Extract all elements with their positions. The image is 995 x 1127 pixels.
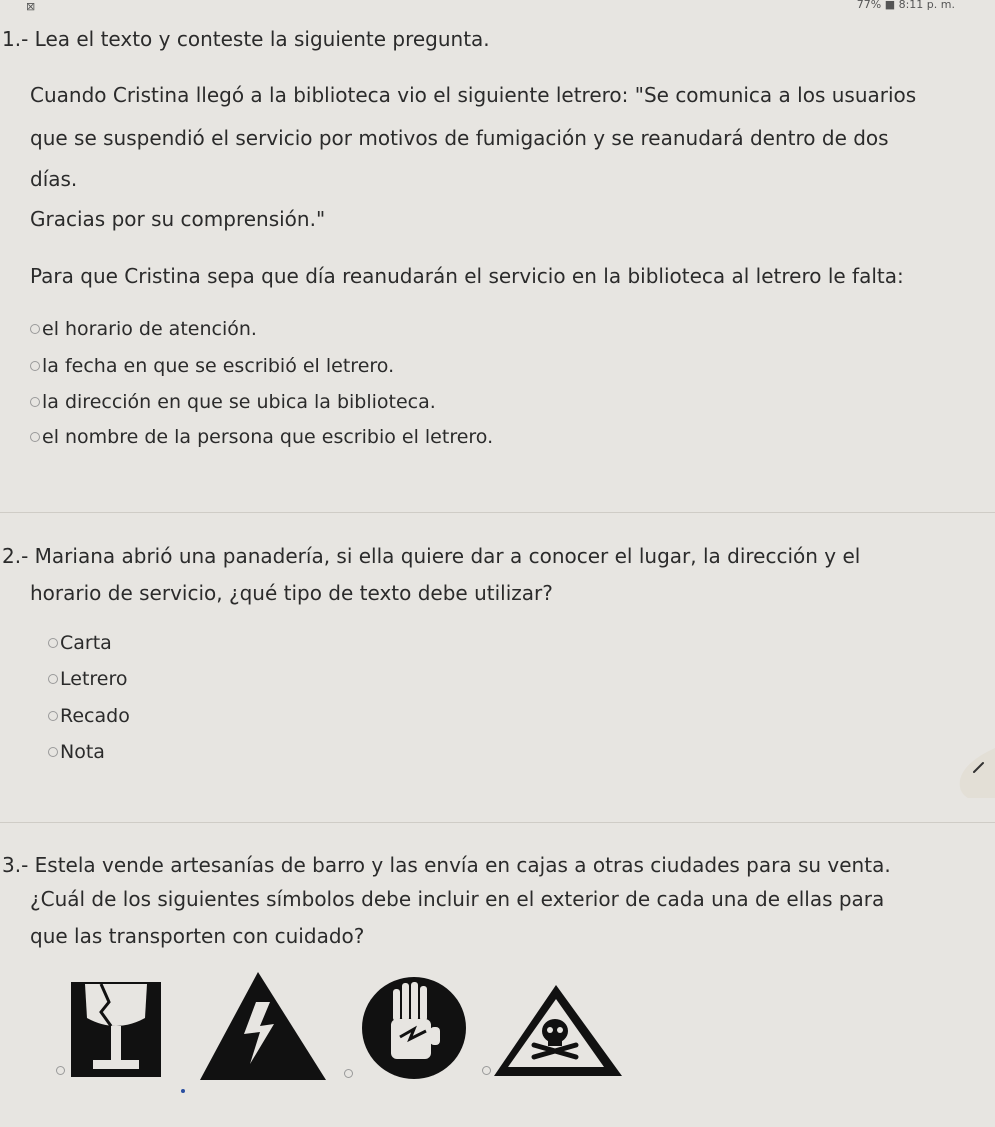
q1-option[interactable]	[30, 426, 493, 448]
q2-option-letrero[interactable]	[48, 668, 128, 690]
option-label: Letrero	[60, 668, 128, 690]
notification-icon: ⊠	[26, 0, 36, 13]
option-label: Carta	[60, 632, 112, 654]
radio-button[interactable]	[30, 324, 40, 334]
status-bar	[0, 0, 995, 14]
q1-option[interactable]	[30, 391, 436, 413]
q1-option[interactable]	[30, 355, 394, 377]
divider	[0, 512, 995, 513]
question2-text: 2.- Mariana abrió una panadería, si ella quiere dar a conocer el lugar, la dirección y el	[2, 544, 861, 568]
q2-option-recado[interactable]	[48, 705, 130, 727]
radio-button[interactable]	[48, 674, 58, 684]
question1-prompt: Para que Cristina sepa que día reanudarán el servicio en la biblioteca al letrero le falta:	[30, 264, 904, 288]
status-text: 77% ■ 8:11 p. m.	[856, 0, 955, 11]
radio-button[interactable]	[30, 397, 40, 407]
passage-line: Gracias por su comprensión."	[30, 207, 326, 231]
radio-button[interactable]	[30, 361, 40, 371]
toxic-skull-icon[interactable]	[494, 985, 622, 1082]
question3-text: 3.- Estela vende artesanías de barro y las envía en cajas a otras ciudades para su venta.	[2, 853, 891, 877]
option-label: Recado	[60, 705, 130, 727]
question3-text: ¿Cuál de los siguientes símbolos debe incluir en el exterior de cada una de ellas para	[30, 887, 885, 911]
electric-hazard-icon[interactable]	[200, 972, 326, 1086]
radio-button[interactable]	[30, 432, 40, 442]
option-label: el horario de atención.	[42, 318, 257, 340]
q1-option[interactable]	[30, 318, 257, 340]
divider	[0, 822, 995, 823]
radio-button[interactable]	[48, 638, 58, 648]
passage-line: Cuando Cristina llegó a la biblioteca vio el siguiente letrero: "Se comunica a los usuarios	[30, 83, 917, 107]
q2-option-carta[interactable]	[48, 632, 112, 654]
passage-line: que se suspendió el servicio por motivos de fumigación y se reanudará dentro de dos	[30, 126, 889, 150]
symbol-radio[interactable]	[344, 1069, 353, 1078]
option-label: el nombre de la persona que escribio el letrero.	[42, 426, 494, 448]
radio-button[interactable]	[48, 747, 58, 757]
hand-protection-icon[interactable]	[360, 975, 468, 1085]
fragile-glass-icon[interactable]	[71, 982, 161, 1081]
question2-text: horario de servicio, ¿qué tipo de texto debe utilizar?	[30, 581, 553, 605]
question1-header: 1.- Lea el texto y conteste la siguiente pregunta.	[2, 27, 490, 51]
passage-line: días.	[30, 167, 78, 191]
pencil-icon[interactable]	[958, 748, 995, 802]
symbol-radio[interactable]	[56, 1066, 65, 1075]
question3-text: que las transporten con cuidado?	[30, 924, 365, 948]
radio-button[interactable]	[48, 711, 58, 721]
q2-option-nota[interactable]	[48, 741, 105, 763]
option-label: Nota	[60, 741, 105, 763]
selected-radio-dot[interactable]	[181, 1089, 185, 1093]
option-label: la fecha en que se escribió el letrero.	[42, 355, 395, 377]
symbol-radio[interactable]	[482, 1066, 491, 1075]
option-label: la dirección en que se ubica la biblioteca.	[42, 391, 436, 413]
